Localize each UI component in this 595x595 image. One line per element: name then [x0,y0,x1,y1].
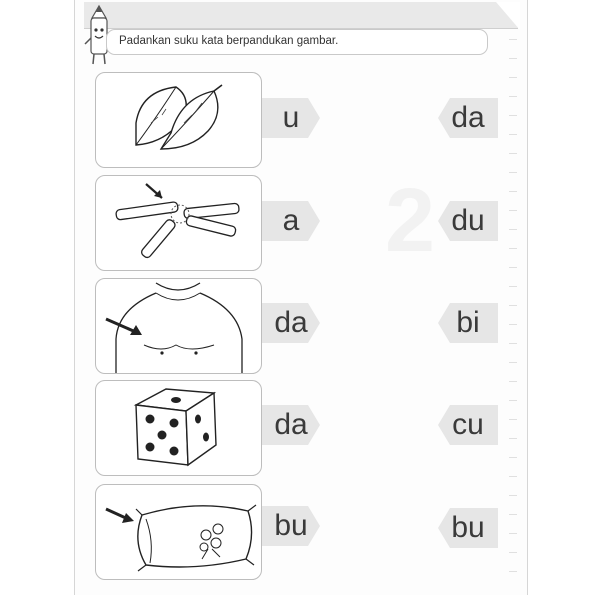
left-syllable-tag[interactable] [262,303,320,343]
instruction-box [106,29,488,55]
chest-icon [96,279,261,373]
right-syllable-tag[interactable] [438,508,498,548]
left-syllable-text: da [274,306,308,339]
right-syllable-text: bi [456,306,480,339]
left-syllable-text: bu [274,509,308,542]
right-syllable-text: da [451,101,485,134]
picture-card-broken-sticks [95,175,262,271]
header-bar [84,2,518,29]
leaves-icon [96,73,261,167]
right-syllable-tag[interactable] [438,303,498,343]
right-syllable-tag[interactable] [438,405,498,445]
pillow-icon [96,485,261,579]
right-syllable-text: cu [452,408,484,441]
left-syllable-text: da [274,408,308,441]
left-syllable-text: a [282,204,300,237]
picture-card-pillow [95,484,262,580]
picture-card-dice [95,380,262,476]
picture-card-leaves [95,72,262,168]
picture-card-chest [95,278,262,374]
right-syllable-text: bu [451,511,485,544]
left-syllable-tag[interactable] [262,405,320,445]
right-syllable-text: du [451,204,485,237]
left-syllable-tag[interactable] [262,98,320,138]
dice-icon [96,381,261,475]
right-syllable-tag[interactable] [438,98,498,138]
left-syllable-tag[interactable] [262,506,320,546]
margin-ticks [509,20,517,590]
right-syllable-tag[interactable] [438,201,498,241]
left-syllable-tag[interactable] [262,201,320,241]
left-syllable-text: u [282,101,300,134]
broken-sticks-icon [96,176,261,270]
instruction-text: Padankan suku kata berpandukan gambar. [119,35,339,47]
header-fold [496,2,520,30]
ghost-watermark: 2 [385,171,436,271]
